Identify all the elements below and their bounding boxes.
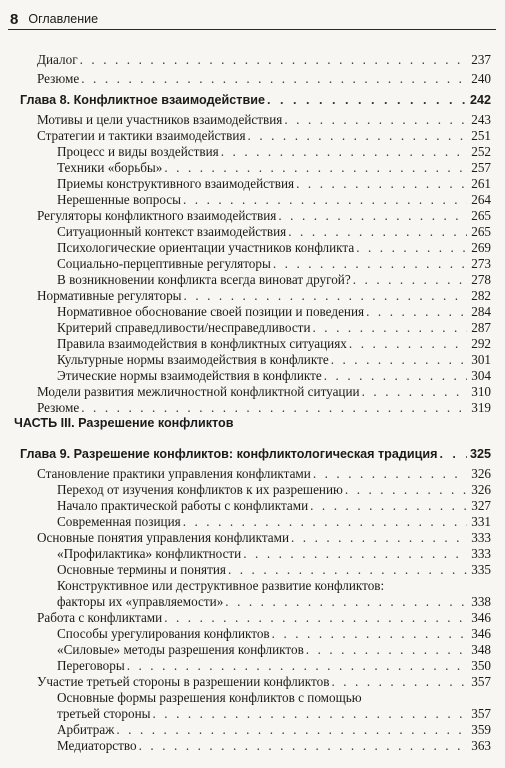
toc-entry[interactable]: Культурные нормы взаимодействия в конфликте . . . 301 bbox=[57, 352, 491, 367]
part-title: ЧАСТЬ III. Разрешение конфликтов bbox=[14, 416, 234, 430]
toc-entry[interactable]: Переход от изучения конфликтов к их разрешению . . . 326 bbox=[57, 482, 491, 497]
toc-entry[interactable]: Диалог . . . 237 bbox=[37, 52, 491, 67]
section-title: Оглавление bbox=[28, 12, 99, 26]
toc-entry[interactable]: Модели развития межличностной конфликтной ситуации . . . 310 bbox=[37, 384, 491, 399]
toc-entry[interactable]: Приемы конструктивного взаимодействия . . . 261 bbox=[57, 176, 491, 191]
toc-entry[interactable]: Начало практической работы с конфликтами . . . 327 bbox=[57, 498, 491, 513]
toc-entry[interactable]: Процесс и виды воздействия . . . 252 bbox=[57, 144, 491, 159]
toc-entry[interactable]: Резюме . . . 240 bbox=[37, 71, 491, 86]
toc-entry[interactable]: Работа с конфликтами . . . 346 bbox=[37, 610, 491, 625]
toc-entry[interactable]: Этические нормы взаимодействия в конфликте . . . 304 bbox=[57, 368, 491, 383]
toc-entry[interactable]: Социально-перцептивные регуляторы . . . 273 bbox=[57, 256, 491, 271]
toc-entry[interactable]: Техники «борьбы» . . . 257 bbox=[57, 160, 491, 175]
toc-entry[interactable]: «Силовые» методы разрешения конфликтов . . . 348 bbox=[57, 642, 491, 657]
toc-entry[interactable]: Регуляторы конфликтного взаимодействия . . . 265 bbox=[37, 208, 491, 223]
toc-chapter[interactable]: Глава 8. Конфликтное взаимодействие . . . 242 bbox=[20, 93, 491, 108]
toc-entry[interactable]: Основные термины и понятия . . . 335 bbox=[57, 562, 491, 577]
toc-entry[interactable]: Ситуационный контекст взаимодействия . . . 265 bbox=[57, 224, 491, 239]
toc-entry[interactable]: «Профилактика» конфликтности . . . 333 bbox=[57, 546, 491, 561]
page-number: 8 bbox=[10, 10, 19, 28]
toc-entry[interactable]: Нормативные регуляторы . . . 282 bbox=[37, 288, 491, 303]
toc-entry[interactable]: Критерий справедливости/несправедливости . . . 287 bbox=[57, 320, 491, 335]
toc-entry[interactable]: Медиаторство . . . 363 bbox=[57, 738, 491, 753]
toc-entry[interactable]: Участие третьей стороны в разрешении конфликтов . . . 357 bbox=[37, 674, 491, 689]
toc-chapter[interactable]: Глава 9. Разрешение конфликтов: конфликтологическая традиция . . . 325 bbox=[20, 447, 491, 462]
toc-entry[interactable]: Становление практики управления конфликтами . . . 326 bbox=[37, 466, 491, 481]
toc-entry[interactable]: Стратегии и тактики взаимодействия . . . 251 bbox=[37, 128, 491, 143]
toc-entry[interactable]: Переговоры . . . 350 bbox=[57, 658, 491, 673]
toc-entry[interactable]: Правила взаимодействия в конфликтных ситуациях . . . 292 bbox=[57, 336, 491, 351]
toc-entry-wrapped-line: Конструктивное или деструктивное развитие конфликтов: bbox=[57, 578, 385, 593]
toc-entry[interactable]: Психологические ориентации участников конфликта . . . 269 bbox=[57, 240, 491, 255]
toc-entry-wrapped-line: Основные формы разрешения конфликтов с помощью bbox=[57, 690, 362, 705]
toc-entry[interactable]: факторы их «управляемости» . . . 338 bbox=[57, 594, 491, 609]
toc-entry[interactable]: Способы урегулирования конфликтов . . . 346 bbox=[57, 626, 491, 641]
running-header bbox=[8, 9, 496, 30]
toc-entry[interactable]: Современная позиция . . . 331 bbox=[57, 514, 491, 529]
toc-entry[interactable]: Нормативное обоснование своей позиции и поведения . . . 284 bbox=[57, 304, 491, 319]
toc-entry[interactable]: Основные понятия управления конфликтами . . . 333 bbox=[37, 530, 491, 545]
toc-entry[interactable]: В возникновении конфликта всегда виноват другой? . . . 278 bbox=[57, 272, 491, 287]
toc-entry[interactable]: Мотивы и цели участников взаимодействия . . . 243 bbox=[37, 112, 491, 127]
toc-entry[interactable]: третьей стороны . . . 357 bbox=[57, 706, 491, 721]
toc-entry[interactable]: Нерешенные вопросы . . . 264 bbox=[57, 192, 491, 207]
toc-entry[interactable]: Арбитраж . . . 359 bbox=[57, 722, 491, 737]
toc-entry[interactable]: Резюме . . . 319 bbox=[37, 400, 491, 415]
